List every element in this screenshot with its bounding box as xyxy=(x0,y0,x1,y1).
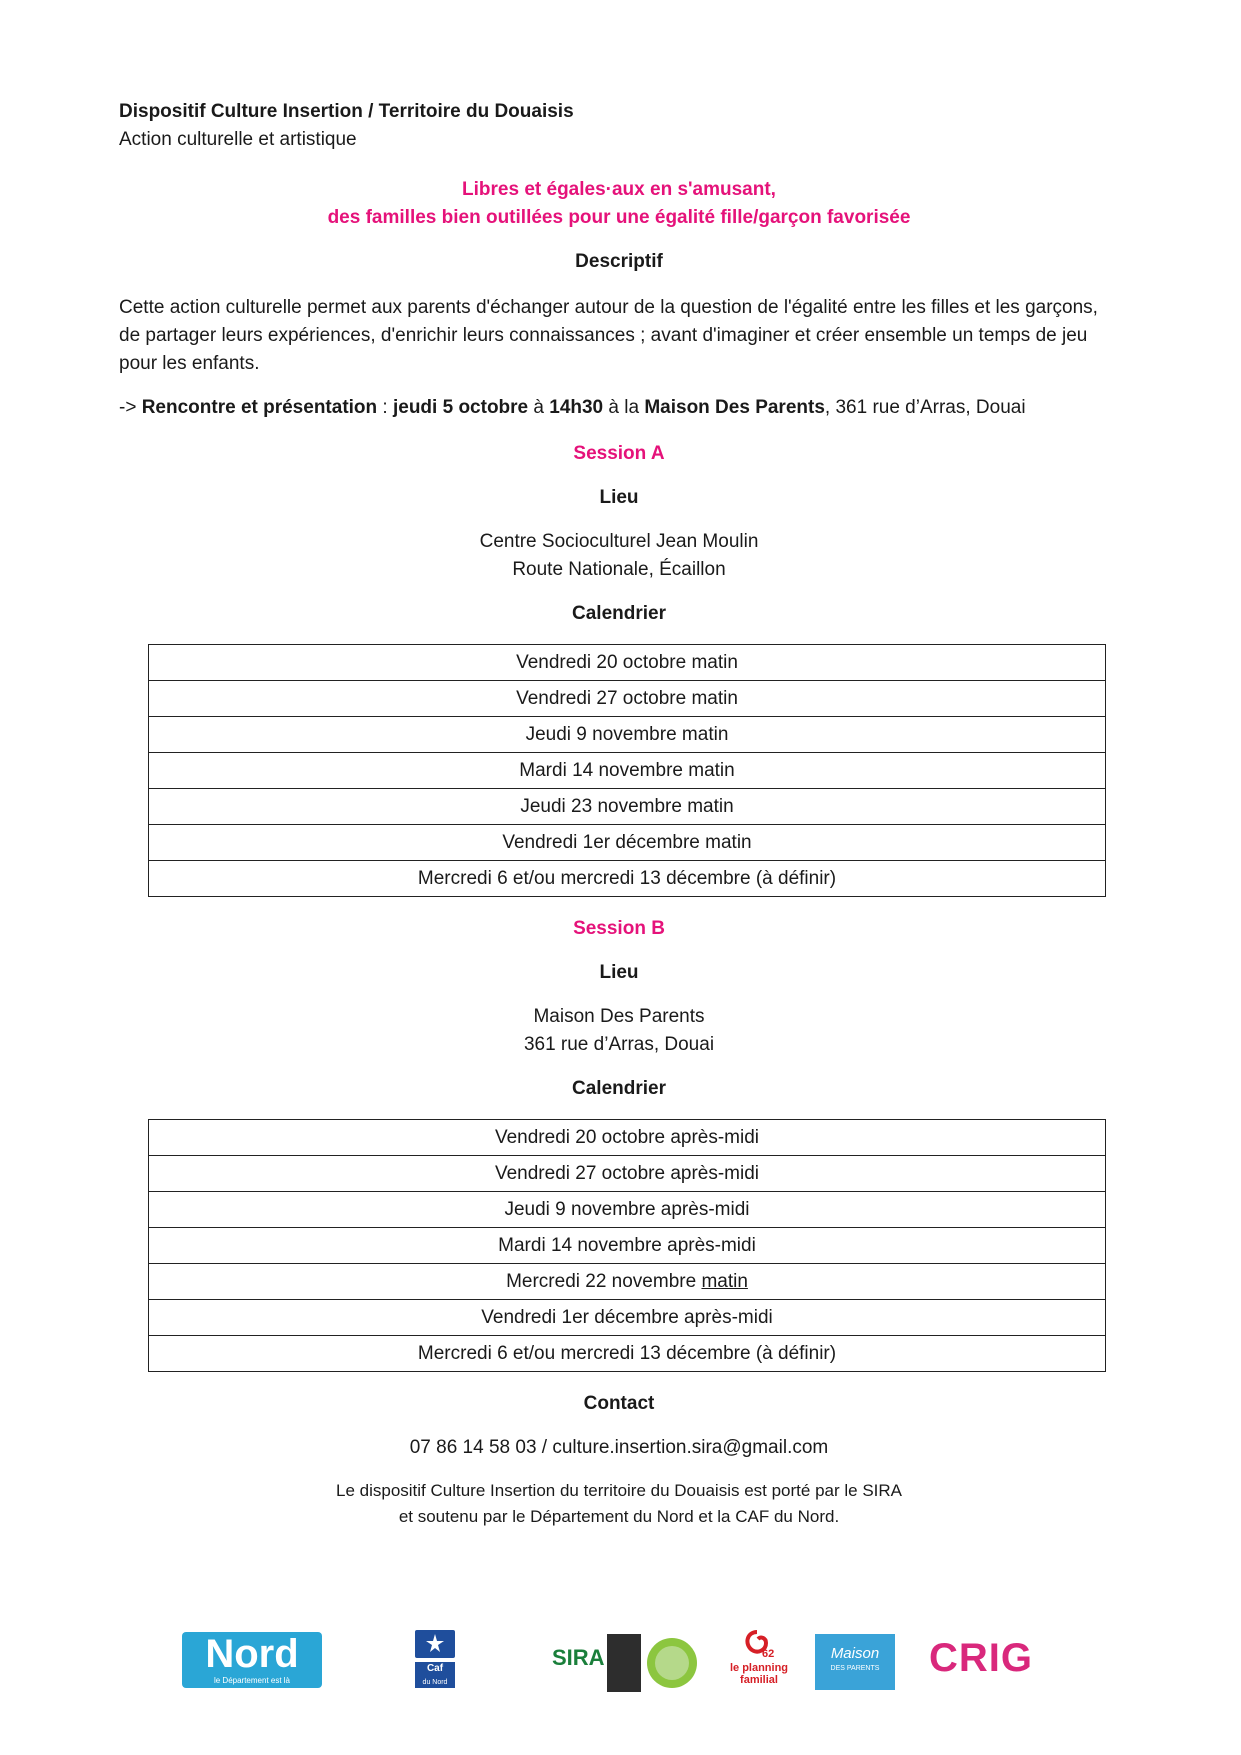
caf-text: Caf xyxy=(426,1663,444,1674)
crig-text: CRIG xyxy=(929,1636,1033,1680)
session-b-lieu-line-1: Maison Des Parents xyxy=(533,1006,705,1027)
calendar-cell: Mercredi 6 et/ou mercredi 13 décembre (à définir) xyxy=(149,1336,1106,1372)
session-b-calendar-table xyxy=(148,1119,1106,1372)
planning-number: 62 xyxy=(762,1648,775,1660)
document-page xyxy=(119,98,1119,1530)
rencontre-label: Rencontre et présentation xyxy=(141,397,378,418)
rencontre-sep: : xyxy=(377,397,393,418)
table-row xyxy=(149,753,1106,789)
nord-logo xyxy=(182,1632,322,1688)
nord-logo-tagline: le Département est là xyxy=(213,1676,291,1685)
caf-badge xyxy=(415,1662,455,1688)
planning-familial-logo xyxy=(728,1630,790,1692)
caf-logo xyxy=(415,1630,455,1688)
session-a-title: Session A xyxy=(573,443,665,464)
table-row xyxy=(149,1192,1106,1228)
green-circle-icon xyxy=(644,1636,700,1690)
session-b-title: Session B xyxy=(573,918,665,939)
session-a-lieu-line-2: Route Nationale, Écaillon xyxy=(512,559,726,580)
contact-line: 07 86 14 58 03 / culture.insertion.sira@gmail.com xyxy=(409,1437,829,1458)
calendar-cell-text: Mercredi 22 novembre xyxy=(506,1270,702,1292)
calendar-cell: Vendredi 27 octobre après-midi xyxy=(149,1156,1106,1192)
action-headline xyxy=(119,176,1119,232)
table-row xyxy=(149,825,1106,861)
program-subtitle: Action culturelle et artistique xyxy=(119,129,357,150)
rencontre-time: 14h30 xyxy=(549,397,604,418)
table-row xyxy=(149,645,1106,681)
program-title: Dispositif Culture Insertion / Territoire du Douaisis xyxy=(119,101,574,122)
table-row xyxy=(149,1120,1106,1156)
rencontre-sep: à xyxy=(528,397,550,418)
rencontre-date: jeudi 5 octobre xyxy=(392,397,529,418)
marianne-icon xyxy=(415,1630,455,1658)
session-a-lieu-heading: Lieu xyxy=(599,487,639,508)
calendar-cell: Mercredi 6 et/ou mercredi 13 décembre (à définir) xyxy=(149,861,1106,897)
footer-line-1: Le dispositif Culture Insertion du territoire du Douaisis est porté par le SIRA xyxy=(336,1481,902,1500)
session-b-lieu-heading: Lieu xyxy=(599,962,639,983)
calendar-cell xyxy=(149,1264,1106,1300)
calendar-cell: Vendredi 1er décembre après-midi xyxy=(149,1300,1106,1336)
calendar-cell: Jeudi 9 novembre matin xyxy=(149,717,1106,753)
maison-des-parents-logo xyxy=(815,1634,895,1690)
rencontre-line xyxy=(119,394,1119,422)
session-b-calendar-heading: Calendrier xyxy=(572,1078,666,1099)
maison-text: Maison xyxy=(830,1645,880,1662)
calendar-cell: Jeudi 23 novembre matin xyxy=(149,789,1106,825)
table-row xyxy=(149,717,1106,753)
calendar-cell: Mardi 14 novembre après-midi xyxy=(149,1228,1106,1264)
footer-line-2: et soutenu par le Département du Nord et la CAF du Nord. xyxy=(398,1507,840,1526)
calendar-cell-underlined: matin xyxy=(701,1270,748,1292)
table-row xyxy=(149,1264,1106,1300)
calendar-cell: Mardi 14 novembre matin xyxy=(149,753,1106,789)
sira-logo xyxy=(552,1634,700,1692)
table-row xyxy=(149,861,1106,897)
descriptif-text: Cette action culturelle permet aux parents d'échanger autour de la question de l'égalité entre les filles et les garçons, de partager leurs expériences, d'enrichir leurs connaissances ; avant d'imaginer et créer ensemble un temps de jeu pour les enfants. xyxy=(119,297,1098,374)
table-row xyxy=(149,1300,1106,1336)
headline-line-2: des familles bien outillées pour une égalité fille/garçon favorisée xyxy=(327,207,911,228)
calendar-cell: Vendredi 20 octobre matin xyxy=(149,645,1106,681)
session-a-calendar-table xyxy=(148,644,1106,897)
table-row xyxy=(149,789,1106,825)
table-row xyxy=(149,1156,1106,1192)
crig-logo xyxy=(925,1632,1037,1690)
partner-logos xyxy=(0,1630,1241,1700)
table-row xyxy=(149,681,1106,717)
caf-sub-text: du Nord xyxy=(422,1679,448,1686)
table-row xyxy=(149,1336,1106,1372)
calendar-cell: Jeudi 9 novembre après-midi xyxy=(149,1192,1106,1228)
table-row xyxy=(149,1228,1106,1264)
calendar-cell: Vendredi 27 octobre matin xyxy=(149,681,1106,717)
session-b-lieu-line-2: 361 rue d’Arras, Douai xyxy=(523,1034,715,1055)
contact-heading: Contact xyxy=(583,1393,655,1414)
rencontre-arrow: -> xyxy=(119,397,142,418)
maison-sub-text: DES PARENTS xyxy=(830,1665,880,1672)
headline-line-1: Libres et égales·aux en s'amusant, xyxy=(462,179,776,200)
descriptif-heading: Descriptif xyxy=(575,251,663,272)
rencontre-place: Maison Des Parents xyxy=(644,397,825,418)
calendar-cell: Vendredi 1er décembre matin xyxy=(149,825,1106,861)
sira-text: SIRA xyxy=(552,1645,605,1670)
sira-photo-icon xyxy=(607,1634,641,1692)
calendar-cell: Vendredi 20 octobre après-midi xyxy=(149,1120,1106,1156)
planning-text: le planning familial xyxy=(729,1662,789,1686)
rencontre-sep: à la xyxy=(603,397,645,418)
session-a-calendar-heading: Calendrier xyxy=(572,603,666,624)
nord-logo-text: Nord xyxy=(205,1632,299,1676)
session-a-lieu-line-1: Centre Socioculturel Jean Moulin xyxy=(479,531,759,552)
rencontre-address: , 361 rue d’Arras, Douai xyxy=(824,397,1026,418)
